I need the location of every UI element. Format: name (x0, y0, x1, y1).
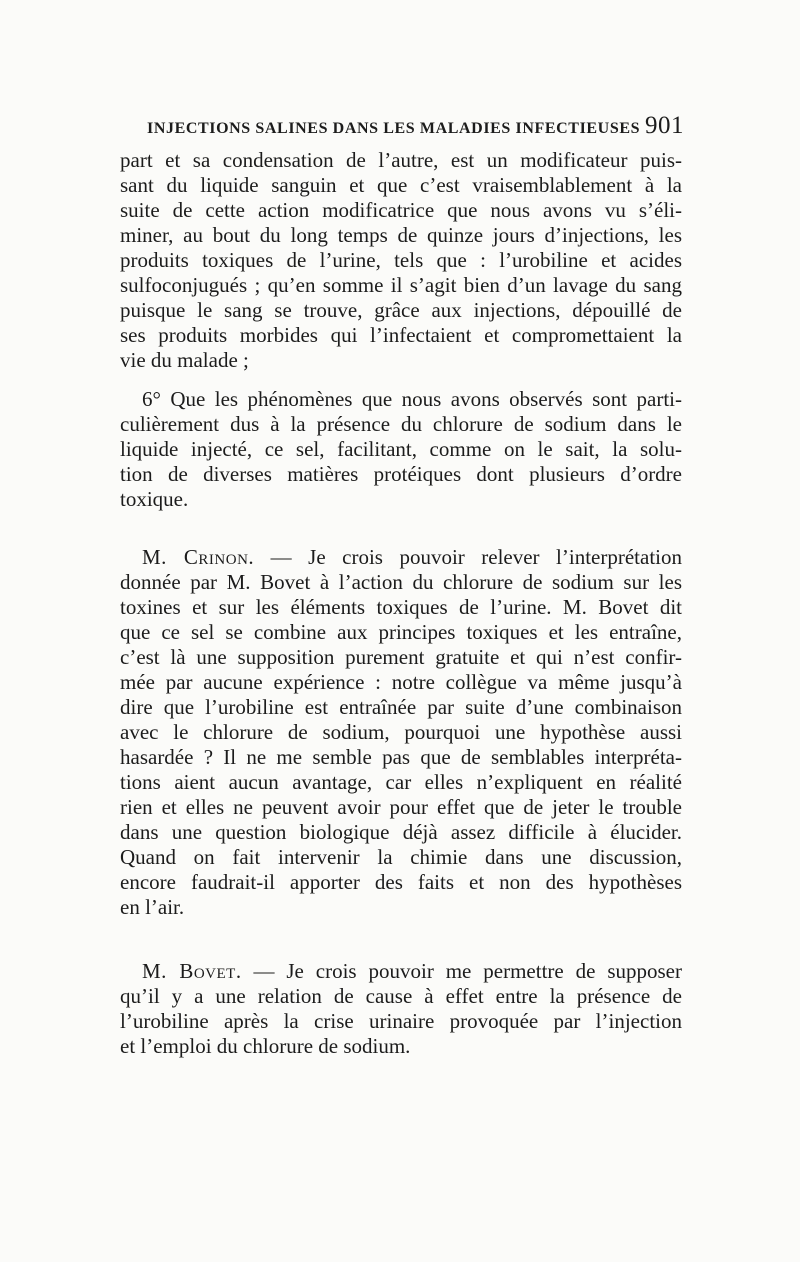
text-line: dans une question biologique déjà assez difficile à élucider. (120, 820, 682, 844)
text-line: l’urobiline après la crise urinaire provoquée par l’injection (120, 1009, 682, 1033)
text-line: mée par aucune expérience : notre collègue va même jusqu’à (120, 670, 682, 694)
text-line: miner, au bout du long temps de quinze jours d’injections, les (120, 223, 682, 247)
text-line: vie du malade ; (120, 348, 249, 372)
text-line: sulfoconjugués ; qu’en somme il s’agit bien d’un lavage du sang (120, 273, 682, 297)
text-line: encore faudrait-il apporter des faits et non des hypothèses (120, 870, 682, 894)
paragraph-bovet (120, 959, 682, 1059)
text-line: tions aient aucun avantage, car elles n’expliquent en réalité (120, 770, 682, 794)
text-line: tion de diverses matières protéiques dont plusieurs d’ordre (120, 462, 682, 486)
text-line: ses produits morbides qui l’infectaient et compromettaient la (120, 323, 682, 347)
paragraph-crinon (120, 545, 682, 920)
speaker-name: M. Crinon. (142, 545, 255, 569)
text-line (120, 545, 682, 570)
text-line: avec le chlorure de sodium, pourquoi une hypothèse aussi (120, 720, 682, 744)
text-line (120, 959, 682, 984)
text-line: culièrement dus à la présence du chlorure de sodium dans le (120, 412, 682, 436)
speaker-remark-start: — Je crois pouvoir me permettre de supposer (241, 959, 683, 983)
running-header (147, 112, 684, 140)
text-line: 6° Que les phénomènes que nous avons observés sont parti- (142, 387, 682, 411)
text-line: dire que l’urobiline est entraînée par suite d’une combinaison (120, 695, 682, 719)
paragraph-conclusion-5 (120, 148, 682, 373)
speaker-remark-start: — Je crois pouvoir relever l’interprétation (254, 545, 682, 569)
page-number: 901 (645, 112, 684, 139)
text-line: hasardée ? Il ne me semble pas que de semblables interpréta- (120, 745, 682, 769)
text-line: c’est là une supposition purement gratuite et qui n’est confir- (120, 645, 682, 669)
paragraph-conclusion-6 (120, 387, 682, 512)
text-line: et l’emploi du chlorure de sodium. (120, 1034, 411, 1058)
text-line: suite de cette action modificatrice que nous avons vu s’éli- (120, 198, 682, 222)
text-line: rien et elles ne peuvent avoir pour effet que de jeter le trouble (120, 795, 682, 819)
text-line: liquide injecté, ce sel, facilitant, comme on le sait, la solu- (120, 437, 682, 461)
text-line: part et sa condensation de l’autre, est un modificateur puis- (120, 148, 682, 172)
speaker-name: M. Bovet. (142, 959, 242, 983)
text-line: qu’il y a une relation de cause à effet entre la présence de (120, 984, 682, 1008)
text-line: Quand on fait intervenir la chimie dans une discussion, (120, 845, 682, 869)
text-line: que ce sel se combine aux principes toxiques et les entraîne, (120, 620, 682, 644)
running-title: INJECTIONS SALINES DANS LES MALADIES INFECTIEUSES (147, 120, 641, 137)
text-line: toxique. (120, 487, 189, 511)
text-line: puisque le sang se trouve, grâce aux injections, dépouillé de (120, 298, 682, 322)
text-line: donnée par M. Bovet à l’action du chlorure de sodium sur les (120, 570, 682, 594)
text-line: en l’air. (120, 895, 185, 919)
text-line: toxines et sur les éléments toxiques de l’urine. M. Bovet dit (120, 595, 682, 619)
text-line: produits toxiques de l’urine, tels que : l’urobiline et acides (120, 248, 682, 272)
text-line: sant du liquide sanguin et que c’est vraisemblablement à la (120, 173, 682, 197)
